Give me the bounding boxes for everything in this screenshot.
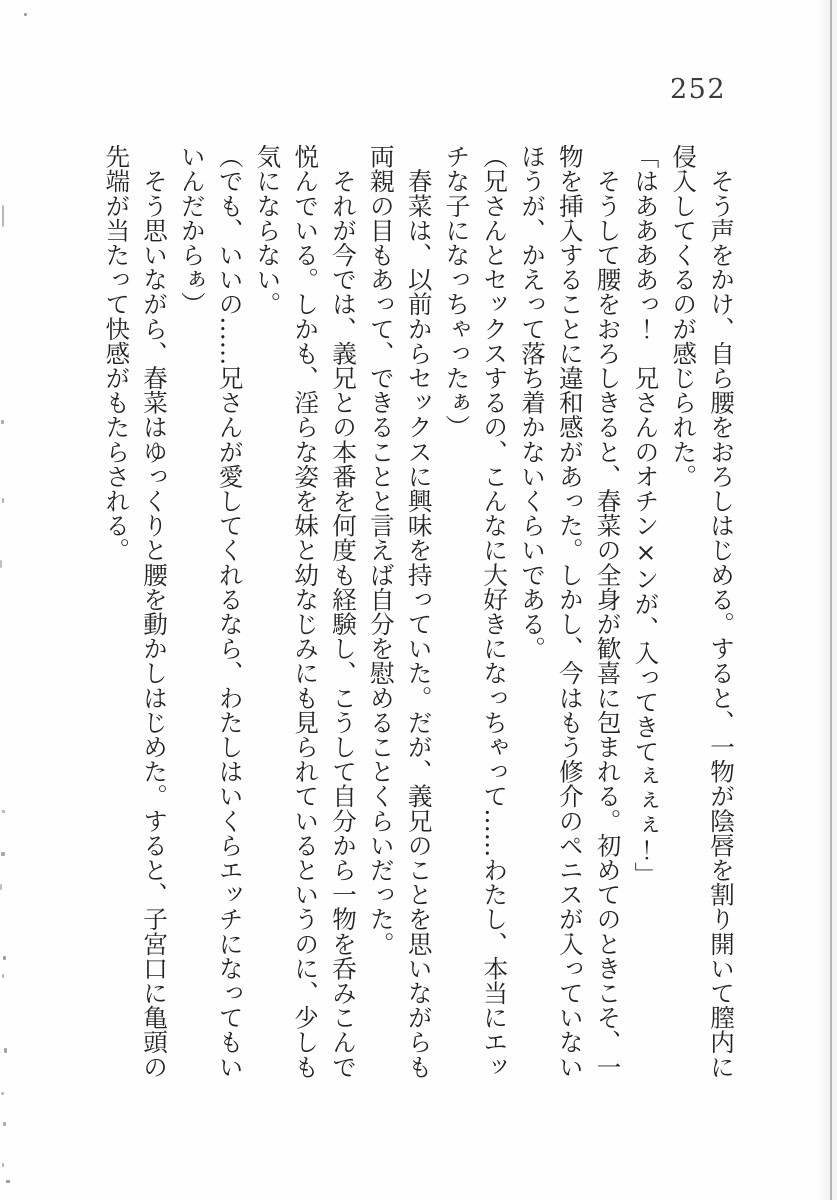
- scan-speck: [2, 1163, 4, 1167]
- text-line: 侵入してくるのが感じられた。: [669, 144, 699, 489]
- scan-speck: [4, 1048, 7, 1053]
- text-line: 悦んでいる。しかも、淫らな姿を妹と幼なじみにも見られているというのに、少しも: [291, 144, 321, 1079]
- text-line: 物を挿入することに違和感があった。しかし、今はもう修介のペニスが入っていない: [555, 144, 585, 1079]
- text-line: それが今では、義兄との本番を何度も経験し、こうして自分から一物を呑みこんで: [329, 144, 359, 1079]
- scan-speck: [2, 205, 4, 227]
- scan-right-edge-margin: [832, 0, 837, 1200]
- text-line: そう声をかけ、自ら腰をおろしはじめる。すると、一物が陰唇を割り開いて膣内に: [707, 144, 736, 1079]
- scan-speck: [2, 498, 4, 503]
- text-line: そうして腰をおろしきると、春菜の全身が歓喜に包まれる。初めてのときこそ、一: [593, 144, 623, 1079]
- body-text: [96, 144, 740, 1084]
- text-line: いんだからぁ）: [177, 144, 207, 317]
- text-line: チな子になっちゃったぁ）: [442, 144, 472, 440]
- scan-speck: [0, 884, 2, 890]
- scan-speck: [1, 420, 4, 424]
- scan-speck: [2, 810, 5, 813]
- scan-speck: [0, 560, 2, 568]
- scan-speck: [24, 13, 27, 16]
- text-line: 春菜は、以前からセックスに興味を持っていた。だが、義兄のことを思いながらも: [404, 144, 434, 1079]
- text-line: （兄さんとセックスするの、こんなに大好きになっちゃって……わたし、本当にエッ: [480, 144, 510, 1079]
- text-line: （でも、いいの……兄さんが愛してくれるなら、わたしはいくらエッチになってもい: [215, 144, 245, 1079]
- text-line: 「はああああっ！ 兄さんのオチン×ンが、入ってきてぇぇぇ！」: [631, 144, 661, 887]
- scan-speck: [3, 1122, 6, 1126]
- scan-speck: [1, 1092, 4, 1095]
- text-line: 先端が当たって快感がもたらされる。: [102, 144, 132, 563]
- text-line: ほうが、かえって落ち着かないくらいである。: [518, 144, 548, 661]
- page-number: 252: [670, 74, 727, 105]
- text-line: 気にならない。: [253, 144, 283, 317]
- scan-speck: [1, 852, 5, 856]
- scan-speck: [6, 1180, 10, 1183]
- text-line: 両親の目もあって、できることと言えば自分を慰めることくらいだった。: [366, 144, 396, 956]
- scan-speck: [2, 974, 4, 978]
- scan-speck: [3, 956, 6, 960]
- scan-right-edge-shade: [816, 0, 830, 1200]
- text-line: そう思いながら、春菜はゆっくりと腰を動かしはじめた。すると、子宮口に亀頭の: [140, 144, 170, 1079]
